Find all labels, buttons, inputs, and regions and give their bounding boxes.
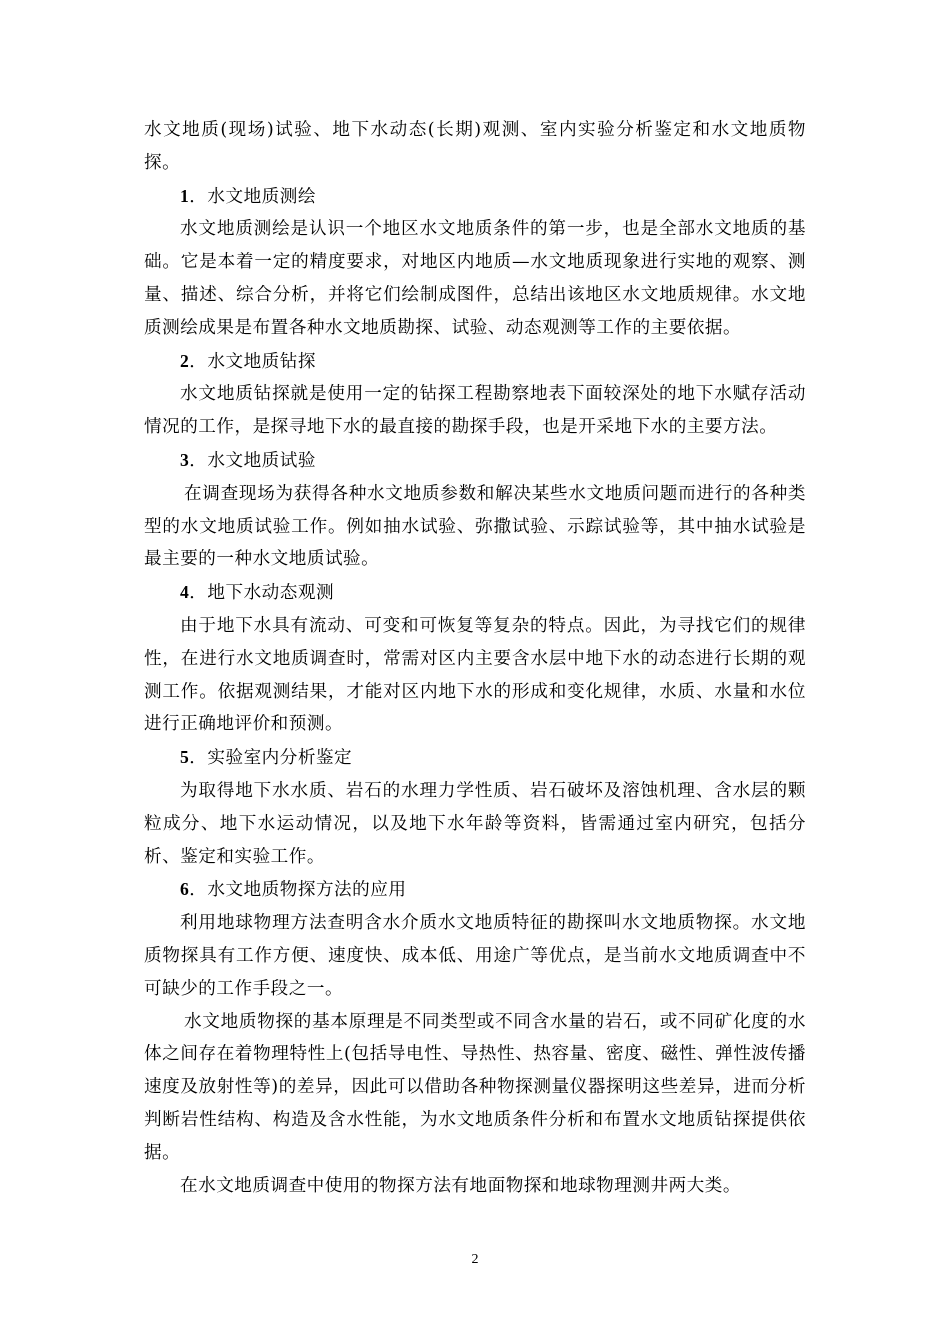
section-title: ．水文地质测绘	[189, 186, 316, 207]
section-title: ．水文地质钻探	[189, 351, 316, 372]
paragraph-laboratory-analysis: 为取得地下水水质、岩石的水理力学性质、岩石破坏及溶蚀机理、含水层的颗粒成分、地下水运动情况，以及地下水年龄等资料，皆需通过室内研究，包括分析、鉴定和实验工作。	[144, 780, 806, 867]
section-number: 4	[180, 582, 190, 603]
section-heading-6	[144, 873, 806, 907]
section-title: ．水文地质物探方法的应用	[189, 880, 407, 901]
section-heading-5	[144, 741, 806, 775]
paragraph-geophysical-definition: 利用地球物理方法查明含水介质水文地质特征的勘探叫水文地质物探。水文地质物探具有工作方便、速度快、成本低、用途广等优点，是当前水文地质调查中不可缺少的工作手段之一。	[144, 913, 806, 999]
document-body	[144, 114, 806, 1202]
section-heading-1	[144, 180, 806, 214]
paragraph-hydrogeological-testing: 在调查现场为获得各种水文地质参数和解决某些水文地质问题而进行的各种类型的水文地质试验工作。例如抽水试验、弥撒试验、示踪试验等，其中抽水试验是最主要的一种水文地质试验。	[144, 483, 806, 570]
section-title: ．实验室内分析鉴定	[189, 748, 353, 769]
paragraph-groundwater-monitoring: 由于地下水具有流动、可变和可恢复等复杂的特点。因此，为寻找它们的规律性，在进行水文地质调查时，常需对区内主要含水层中地下水的动态进行长期的观测工作。依据观测结果，才能对区内地下水的形成和变化规律，水质、水量和水位进行正确地评价和预测。	[144, 615, 806, 735]
paragraph-geophysical-principle: 水文地质物探的基本原理是不同类型或不同含水量的岩石，或不同矿化度的水体之间存在着物理特性上(包括导电性、导热性、热容量、密度、磁性、弹性波传播速度及放射性等)的差异，因此可以借助各种物探测量仪器探明这些差异，进而分析判断岩性结构、构造及含水性能，为水文地质条件分析和布置水文地质钻探提供依据。	[144, 1011, 806, 1163]
paragraph-hydrogeological-mapping: 水文地质测绘是认识一个地区水文地质条件的第一步，也是全部水文地质的基础。它是本着一定的精度要求，对地区内地质—水文地质现象进行实地的观察、测量、描述、综合分析，并将它们绘制成图件，总结出该地区水文地质规律。水文地质测绘成果是布置各种水文地质勘探、试验、动态观测等工作的主要依据。	[144, 219, 806, 338]
section-heading-3	[144, 444, 806, 478]
section-number: 1	[180, 185, 190, 206]
section-number: 6	[180, 879, 190, 900]
paragraph-hydrogeological-drilling: 水文地质钻探就是使用一定的钻探工程勘察地表下面较深处的地下水赋存活动情况的工作，是探寻地下水的最直接的勘探手段，也是开采地下水的主要方法。	[144, 384, 806, 438]
page-number: 2	[471, 1252, 479, 1267]
section-title: ．水文地质试验	[189, 450, 316, 471]
section-heading-4	[144, 576, 806, 610]
paragraph-intro-continued: 水文地质(现场)试验、地下水动态(长期)观测、室内实验分析鉴定和水文地质物探。	[144, 120, 806, 173]
section-title: ．地下水动态观测	[189, 583, 335, 604]
section-number: 2	[180, 350, 190, 371]
section-number: 3	[180, 449, 190, 470]
section-number: 5	[180, 747, 190, 768]
section-heading-2	[144, 345, 806, 379]
paragraph-geophysical-methods: 在水文地质调查中使用的物探方法有地面物探和地球物理测井两大类。	[180, 1175, 741, 1196]
